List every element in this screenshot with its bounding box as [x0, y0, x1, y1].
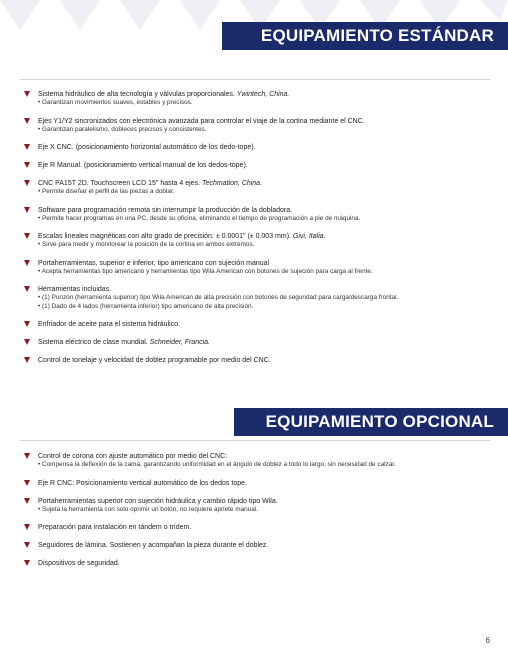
item-description: Dispositivos de seguridad. [38, 560, 120, 567]
item-description: Portaherramientas superior con sujeción hidráulica y cambio rápido tipo Wila. [38, 497, 278, 505]
item-detail: • Permite diseñar el perfil de las piezas a doblar. [38, 188, 175, 195]
triangle-bullet-icon [24, 480, 30, 486]
item-description: Sistema hidráulico de alta tecnología y válvulas proporcionales. [38, 91, 235, 98]
triangle-bullet-icon [24, 233, 30, 239]
optional-equipment-title-text: EQUIPAMIENTO OPCIONAL [265, 412, 494, 431]
triangle-bullet-icon [24, 144, 30, 150]
list-item-text [38, 497, 484, 506]
item-brand: Techmation, China. [201, 180, 263, 187]
list-item-text [38, 338, 484, 347]
list-item [24, 285, 484, 311]
list-item-text [38, 452, 484, 461]
item-description: Enfriador de aceite para el sistema hidráulico. [38, 321, 181, 328]
item-description: Eje X CNC. (posicionamiento horizontal automático de los dedo-tope). [38, 144, 256, 151]
item-description: Software para programación remota sin interrumpir la producción de la dobladora. [38, 206, 293, 214]
list-item [24, 232, 484, 250]
item-detail: • Permite hacer programas en una PC, desde su oficina, eliminando el tiempo de programación a pie de máquina. [38, 214, 361, 222]
list-item [24, 179, 484, 197]
divider [20, 79, 490, 80]
item-description: Escalas lineales magnéticas con alto grado de precisión: ± 0.0001" (± 0.003 mm). [38, 233, 291, 240]
list-item-text [38, 320, 484, 329]
item-brand: Schneider, Francia. [149, 339, 210, 346]
triangle-bullet-icon [24, 498, 30, 504]
list-item [24, 259, 484, 277]
item-description: Control de tonelaje y velocidad de doblez programable por medio del CNC. [38, 357, 271, 364]
list-item [24, 117, 484, 135]
triangle-bullet-icon [24, 321, 30, 327]
item-description: Eje R CNC: Posicionamiento vertical automático de los dedos tope. [38, 479, 247, 487]
list-item [24, 143, 484, 152]
triangle-bullet-icon [24, 118, 30, 124]
list-item [24, 206, 484, 224]
triangle-bullet-icon [24, 357, 30, 363]
list-item-text [38, 90, 484, 99]
list-item [24, 523, 484, 532]
list-item [24, 479, 484, 488]
item-description: Herramientas incluidas. [38, 286, 112, 293]
list-item [24, 452, 484, 470]
item-description: Sistema eléctrico de clase mundial. [38, 339, 148, 346]
item-description: Portaherramientas, superior e inferior, tipo americano con sujeción manual [38, 259, 270, 267]
triangle-bullet-icon [24, 560, 30, 566]
list-item [24, 161, 484, 170]
triangle-bullet-icon [24, 180, 30, 186]
item-detail: • (1) Punzón (herramienta superior) tipo Wila American de alta precisión con botones de seguridad para carga/descarga frontal. [38, 294, 399, 301]
list-item-text [38, 559, 484, 568]
triangle-bullet-icon [24, 542, 30, 548]
list-item-text [38, 117, 484, 126]
item-description: Preparación para instalación en tándem o trídem. [38, 524, 192, 531]
list-item-text [38, 523, 484, 532]
triangle-bullet-icon [24, 339, 30, 345]
standard-equipment-list [24, 90, 484, 374]
list-item [24, 90, 484, 108]
item-description: Ejes Y1/Y2 sincronizados con electrónica avanzada para controlar el viaje de la cortina mediante el CNC. [38, 117, 365, 125]
list-item-text [38, 541, 484, 550]
triangle-bullet-icon [24, 260, 30, 266]
optional-equipment-title [234, 408, 508, 436]
item-detail: • Sujeta la herramienta con solo oprimir un botón, no requiere apriete manual. [38, 505, 258, 513]
item-detail: • Garantizan movimientos suaves, estables y precisos. [38, 99, 193, 106]
list-item-text [38, 259, 484, 268]
list-item-text [38, 161, 484, 170]
item-detail: • Acepta herramientas tipo americano y herramientas tipo Wila American con botones de sujeción para carga al frente. [38, 267, 373, 275]
item-description: Seguidores de lámina. Sostienen y acompañan la pieza durante el doblez. [38, 542, 269, 549]
list-item [24, 338, 484, 347]
item-description: Control de corona con ajuste automático por medio del CNC: [38, 453, 228, 460]
triangle-bullet-icon [24, 286, 30, 292]
list-item-text [38, 143, 484, 152]
list-item [24, 497, 484, 515]
item-description: Eje R Manual. (posicionamiento vertical manual de los dedos-tope). [38, 162, 248, 169]
triangle-bullet-icon [24, 207, 30, 213]
divider [20, 440, 490, 441]
list-item [24, 559, 484, 568]
list-item-text [38, 232, 484, 241]
page-number: 6 [485, 636, 490, 645]
item-description: CNC PA15T 2D. Touchscreen LCD 15" hasta 4 ejes. [38, 180, 201, 187]
list-item [24, 320, 484, 329]
triangle-bullet-icon [24, 162, 30, 168]
list-item-text [38, 356, 484, 365]
item-detail: • Garantizan paralelismo, dobleces precisos y consistentes. [38, 125, 207, 133]
item-brand: Ywintech, China. [236, 91, 290, 98]
list-item [24, 356, 484, 365]
list-item [24, 541, 484, 550]
standard-equipment-title-text: EQUIPAMIENTO ESTÁNDAR [260, 26, 494, 45]
optional-equipment-list [24, 452, 484, 577]
item-detail: • Compensa la deflexión de la cama, garantizando uniformidad en el ángulo de doblez a todo lo largo, sin necesidad de calzar. [38, 461, 396, 468]
list-item-text [38, 206, 484, 215]
item-brand: Givi, Italia. [292, 233, 326, 240]
triangle-bullet-icon [24, 453, 30, 459]
standard-equipment-title [222, 22, 508, 50]
triangle-bullet-icon [24, 524, 30, 530]
triangle-bullet-icon [24, 91, 30, 97]
list-item-text [38, 479, 484, 488]
item-detail: • Sirve para medir y monitorear la posición de la cortina en ambos extremos. [38, 241, 255, 248]
item-detail: • (1) Dado de 4 lados (herramienta inferior) tipo americano de alta precisión. [38, 302, 254, 310]
list-item-text [38, 285, 484, 294]
list-item-text [38, 179, 484, 188]
